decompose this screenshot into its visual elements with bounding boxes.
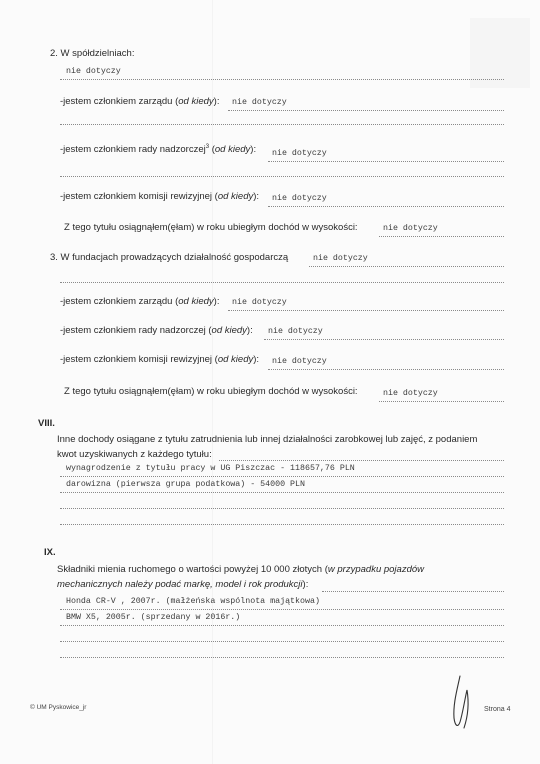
scan-artifact xyxy=(212,0,213,764)
section-ix-text-line1: Składniki mienia ruchomego o wartości powyżej 10 000 złotych (w przypadku pojazdów xyxy=(57,564,424,575)
answer-line xyxy=(268,206,504,207)
coop-supervisory-label: -jestem członkiem rady nadzorczej$^3$ (od kiedy): xyxy=(60,144,257,156)
movable-asset-entry: BMW X5, 2005r. (sprzedany w 2016r.) xyxy=(66,613,241,622)
answer-line xyxy=(219,460,504,461)
coop-supervisory-value: nie dotyczy xyxy=(272,149,327,158)
foundation-supervisory-label: -jestem członkiem rady nadzorczej (od kiedy): xyxy=(60,325,253,336)
answer-line xyxy=(264,339,504,340)
coop-income-label: Z tego tytułu osiągnąłem(ęłam) w roku ubiegłym dochód w wysokości: xyxy=(64,222,358,233)
coop-board-value: nie dotyczy xyxy=(232,98,287,107)
answer-line xyxy=(60,282,504,283)
coop-income-value: nie dotyczy xyxy=(383,224,438,233)
section-2-heading: 2. W spółdzielniach: xyxy=(50,48,135,59)
answer-line xyxy=(309,266,504,267)
answer-line xyxy=(60,508,504,509)
section-ix-number: IX. xyxy=(44,547,56,558)
section-2-value: nie dotyczy xyxy=(66,67,121,76)
answer-line xyxy=(228,110,504,111)
answer-line xyxy=(268,161,504,162)
answer-line xyxy=(268,369,504,370)
answer-line xyxy=(60,124,504,125)
foundation-board-value: nie dotyczy xyxy=(232,298,287,307)
movable-asset-entry: Honda CR-V , 2007r. (małżeńska wspólnota majątkowa) xyxy=(66,597,320,606)
income-entry: wynagrodzenie z tytułu pracy w UG Piszczac - 118657,76 PLN xyxy=(66,464,355,473)
coop-audit-label: -jestem członkiem komisji rewizyjnej (od kiedy): xyxy=(60,191,260,202)
scan-smudge xyxy=(470,18,530,88)
footer-left: © UM Pyskowice_jr xyxy=(30,704,87,711)
answer-line xyxy=(228,310,504,311)
section-viii-text-line2: kwot uzyskiwanych z każdego tytułu: xyxy=(57,449,212,460)
page-number: Strona 4 xyxy=(484,706,511,713)
section-3-heading: 3. W fundacjach prowadzących działalność gospodarczą xyxy=(50,252,289,263)
answer-line xyxy=(322,591,504,592)
foundation-supervisory-value: nie dotyczy xyxy=(268,327,323,336)
income-entry: darowizna (pierwsza grupa podatkowa) - 54000 PLN xyxy=(66,480,305,489)
section-viii-text-line1: Inne dochody osiągane z tytułu zatrudnienia lub innej działalności zarobkowej lub zajęć, z podaniem xyxy=(57,434,478,445)
answer-line xyxy=(60,492,504,493)
foundation-income-label: Z tego tytułu osiągnąłem(ęłam) w roku ubiegłym dochód w wysokości: xyxy=(64,386,358,397)
coop-audit-value: nie dotyczy xyxy=(272,194,327,203)
answer-line xyxy=(60,641,504,642)
foundation-audit-value: nie dotyczy xyxy=(272,357,327,366)
foundation-board-label: -jestem członkiem zarządu (od kiedy): xyxy=(60,296,220,307)
foundation-income-value: nie dotyczy xyxy=(383,389,438,398)
answer-line xyxy=(379,236,504,237)
section-3-value: nie dotyczy xyxy=(313,254,368,263)
answer-line xyxy=(379,401,504,402)
foundation-audit-label: -jestem członkiem komisji rewizyjnej (od kiedy): xyxy=(60,354,260,365)
answer-line xyxy=(60,657,504,658)
section-ix-text-line2: mechanicznych należy podać markę, model i rok produkcji): xyxy=(57,579,309,590)
coop-board-label: -jestem członkiem zarządu (od kiedy): xyxy=(60,96,220,107)
answer-line xyxy=(60,476,504,477)
answer-line xyxy=(60,79,504,80)
answer-line xyxy=(60,609,504,610)
signature-mark xyxy=(440,672,480,732)
answer-line xyxy=(60,176,504,177)
answer-line xyxy=(60,625,504,626)
answer-line xyxy=(60,524,504,525)
section-viii-number: VIII. xyxy=(38,418,55,429)
